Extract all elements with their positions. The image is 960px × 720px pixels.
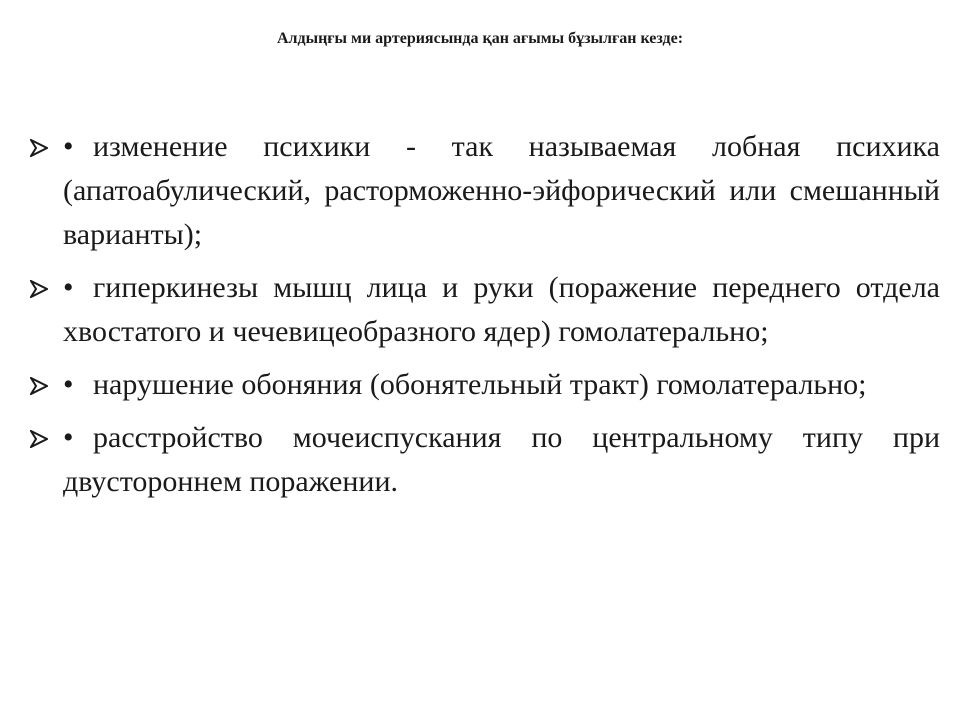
list-item — [30, 266, 940, 354]
list-item-text: расстройство мочеиспускания по центральному типу при двустороннем поражении. — [63, 421, 940, 498]
bullet-dot: • — [63, 130, 74, 163]
list-item — [30, 416, 940, 504]
arrowhead-bullet-icon — [30, 280, 48, 298]
list-item — [30, 125, 940, 257]
list-item-text: гиперкинезы мышц лица и руки (поражение переднего отдела хвостатого и чечевицеобразного ядер) гомолатерально; — [63, 271, 940, 348]
slide-title: Алдыңғы ми артериясында қан ағымы бұзылған кезде: — [276, 30, 684, 47]
arrowhead-bullet-icon — [30, 430, 48, 448]
bullet-dot: • — [63, 271, 74, 304]
arrowhead-bullet-icon — [30, 139, 48, 157]
bullet-dot: • — [63, 368, 74, 401]
list-item — [30, 363, 940, 407]
list-item-text: нарушение обоняния (обонятельный тракт) гомолатерально; — [93, 368, 867, 401]
bullet-dot: • — [63, 421, 74, 454]
arrowhead-bullet-icon — [30, 377, 48, 395]
bullet-list — [30, 125, 940, 513]
list-item-text: изменение психики - так называемая лобная психика (апатоабулический, расторможенно-эйфорический или смешанный варианты); — [63, 130, 940, 251]
